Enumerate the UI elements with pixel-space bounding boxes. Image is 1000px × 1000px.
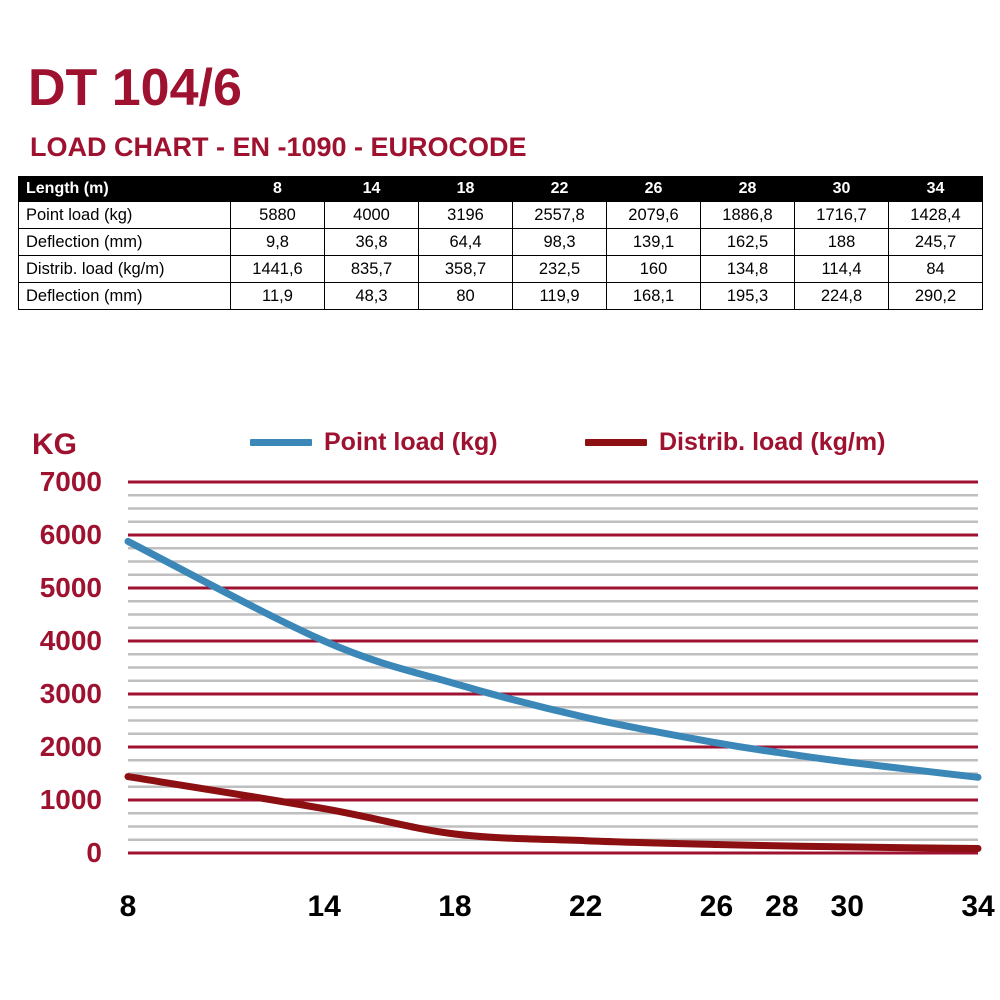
table-cell: 245,7	[889, 229, 983, 256]
table-cell: 48,3	[325, 283, 419, 310]
table-row	[19, 283, 983, 310]
table-cell: 119,9	[513, 283, 607, 310]
y-axis-tick-label: 4000	[39, 625, 102, 656]
x-axis-tick-label: 30	[830, 890, 864, 923]
table-cell: 1441,6	[231, 256, 325, 283]
table-header-cell: 18	[419, 177, 513, 202]
y-axis-tick-label: 3000	[39, 678, 102, 709]
table-cell: 5880	[231, 202, 325, 229]
table-row	[19, 229, 983, 256]
table-cell: 36,8	[325, 229, 419, 256]
x-axis-tick-label: 8	[119, 890, 137, 923]
y-axis-tick-label: 0	[86, 837, 102, 868]
table-cell: 9,8	[231, 229, 325, 256]
row-label: Point load (kg)	[19, 202, 231, 229]
y-axis-unit-label: KG	[32, 428, 77, 461]
x-axis-tick-label: 18	[438, 890, 472, 923]
table-cell: 4000	[325, 202, 419, 229]
table-cell: 160	[607, 256, 701, 283]
table-header-cell: 34	[889, 177, 983, 202]
page-subtitle: LOAD CHART - EN -1090 - EUROCODE	[30, 132, 527, 162]
table-cell: 139,1	[607, 229, 701, 256]
x-axis-tick-label: 22	[569, 890, 603, 923]
table-header-cell: 14	[325, 177, 419, 202]
table-cell: 195,3	[701, 283, 795, 310]
y-axis-tick-label: 7000	[39, 466, 102, 497]
table-cell: 358,7	[419, 256, 513, 283]
row-label: Deflection (mm)	[19, 229, 231, 256]
row-label: Deflection (mm)	[19, 283, 231, 310]
load-chart	[0, 400, 1000, 960]
x-axis-tick-label: 34	[961, 890, 995, 923]
x-axis-tick-label: 26	[699, 890, 734, 923]
table-row	[19, 256, 983, 283]
y-axis-tick-label: 1000	[39, 784, 102, 815]
table-cell: 80	[419, 283, 513, 310]
y-axis-tick-label: 6000	[39, 519, 102, 550]
table-header-cell: 26	[607, 177, 701, 202]
table-cell: 162,5	[701, 229, 795, 256]
table-cell: 11,9	[231, 283, 325, 310]
table-row	[19, 202, 983, 229]
table-cell: 64,4	[419, 229, 513, 256]
table-cell: 3196	[419, 202, 513, 229]
x-axis-tick-label: 28	[765, 890, 799, 923]
load-table	[18, 176, 983, 310]
load-table-container	[18, 176, 982, 310]
table-cell: 224,8	[795, 283, 889, 310]
page-title: DT 104/6	[28, 59, 242, 117]
table-header-cell: 22	[513, 177, 607, 202]
x-axis-tick-label: 14	[307, 890, 341, 923]
chart-plot-svg	[0, 400, 1000, 960]
table-header-cell: 30	[795, 177, 889, 202]
table-header-cell: Length (m)	[19, 177, 231, 202]
row-label: Distrib. load (kg/m)	[19, 256, 231, 283]
table-cell: 134,8	[701, 256, 795, 283]
table-cell: 232,5	[513, 256, 607, 283]
table-cell: 1428,4	[889, 202, 983, 229]
table-cell: 2557,8	[513, 202, 607, 229]
table-cell: 1716,7	[795, 202, 889, 229]
table-cell: 2079,6	[607, 202, 701, 229]
y-axis-tick-label: 2000	[39, 731, 102, 762]
table-cell: 290,2	[889, 283, 983, 310]
legend-label: Point load (kg)	[324, 428, 498, 456]
table-cell: 188	[795, 229, 889, 256]
table-cell: 84	[889, 256, 983, 283]
series-line-point-load	[128, 541, 978, 777]
table-cell: 114,4	[795, 256, 889, 283]
table-cell: 1886,8	[701, 202, 795, 229]
table-header-row	[19, 177, 983, 202]
table-cell: 98,3	[513, 229, 607, 256]
table-cell: 835,7	[325, 256, 419, 283]
legend-label: Distrib. load (kg/m)	[659, 428, 886, 456]
table-header-cell: 8	[231, 177, 325, 202]
table-header-cell: 28	[701, 177, 795, 202]
y-axis-tick-label: 5000	[39, 572, 102, 603]
table-cell: 168,1	[607, 283, 701, 310]
